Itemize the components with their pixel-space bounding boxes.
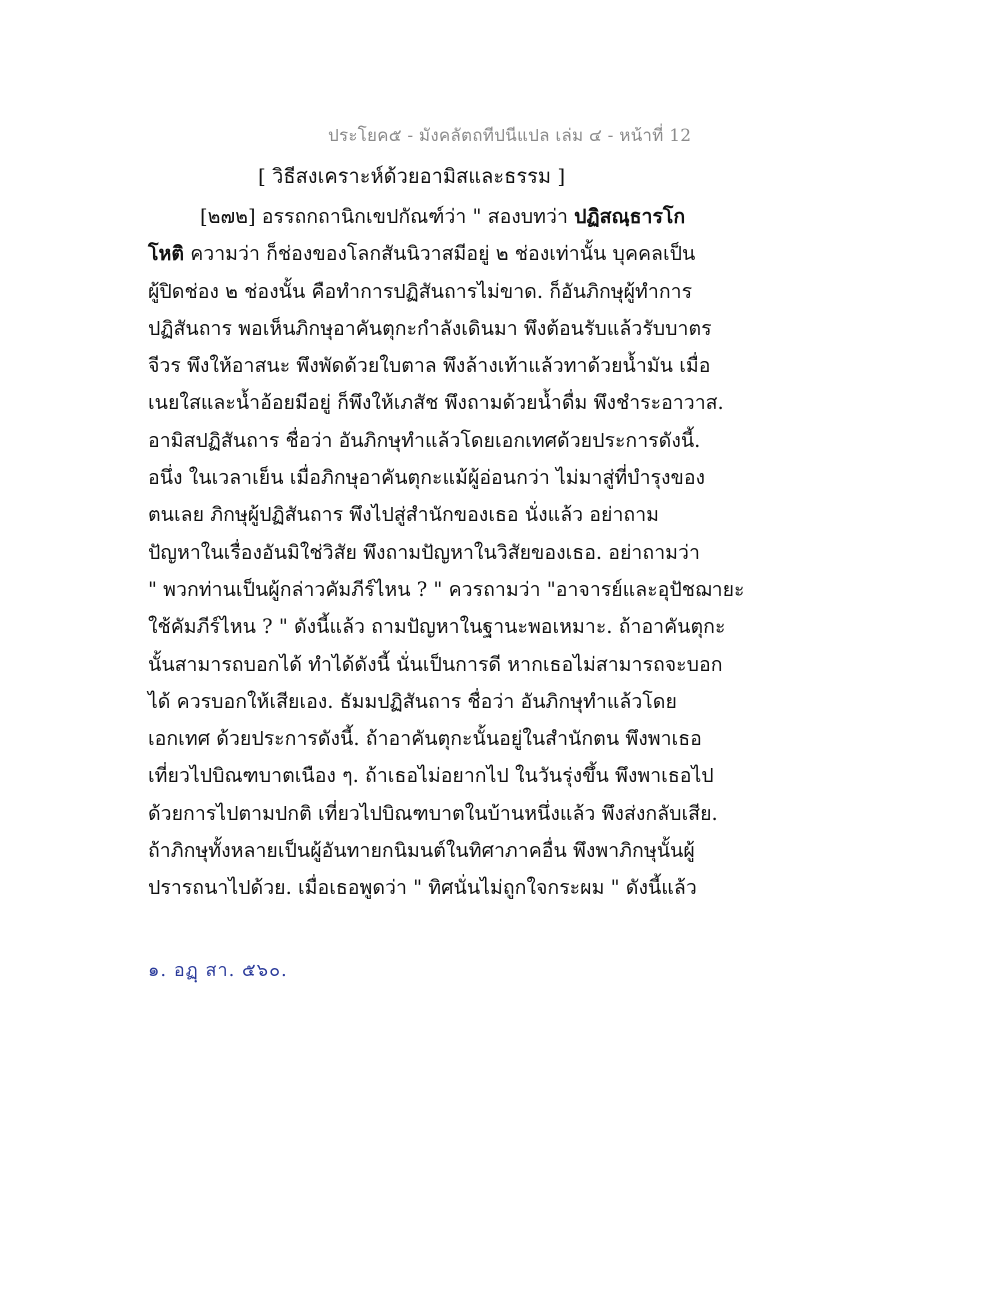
text-run: ความว่า ก็ช่องของโลกสันนิวาสมีอยู่ ๒ ช่องเท่านั้น บุคคลเป็น [184, 242, 696, 266]
running-header: ประโยค๕ - มังคลัตถทีปนีแปล เล่ม ๔ - หน้าที่ 12 [328, 126, 692, 146]
text-line: เอกเทศ ด้วยประการดังนี้. ถ้าอาคันตุกะนั้นอยู่ในสำนักตน พึงพาเธอ [148, 727, 702, 751]
text-line [148, 198, 728, 235]
body-text [148, 198, 745, 907]
text-line: ได้ ควรบอกให้เสียเอง. ธัมมปฏิสันถาร ชื่อว่า อันภิกษุทำแล้วโดย [148, 689, 677, 713]
text-line: นั้นสามารถบอกได้ ทำได้ดังนี้ นั่นเป็นการดี หากเธอไม่สามารถจะบอก [148, 652, 723, 676]
text-line: " พวกท่านเป็นผู้กล่าวคัมภีร์ไหน ? " ควรถามว่า "อาจารย์และอุปัชฌายะ [148, 577, 745, 601]
text-line: ถ้าภิกษุทั้งหลายเป็นผู้อันทายกนิมนต์ในทิศาภาคอื่น พึงพาภิกษุนั้นผู้ [148, 839, 695, 863]
text-line [148, 235, 728, 272]
text-line: ปัญหาในเรื่องอันมิใช่วิสัย พึงถามปัญหาในวิสัยของเธอ. อย่าถามว่า [148, 540, 700, 564]
bold-term: ปฏิสณฺธารโก [574, 205, 686, 228]
bold-term: โหติ [148, 242, 184, 266]
text-line: ด้วยการไปตามปกติ เที่ยวไปบิณฑบาตในบ้านหนึ่งแล้ว พึงส่งกลับเสีย. [148, 801, 718, 825]
text-line: เที่ยวไปบิณฑบาตเนือง ๆ. ถ้าเธอไม่อยากไป ในวันรุ่งขึ้น พึงพาเธอไป [148, 764, 714, 788]
text-line: ปฏิสันถาร พอเห็นภิกษุอาคันตุกะกำลังเดินมา พึงต้อนรับแล้วรับบาตร [148, 316, 712, 340]
footnote: ๑. อฏฺ สา. ๕๖๐. [148, 960, 288, 981]
text-line: ใช้คัมภีร์ไหน ? " ดังนี้แล้ว ถามปัญหาในฐานะพอเหมาะ. ถ้าอาคันตุกะ [148, 615, 726, 639]
text-line: อนึ่ง ในเวลาเย็น เมื่อภิกษุอาคันตุกะแม้ผู้อ่อนกว่า ไม่มาสู่ที่บำรุงของ [148, 466, 706, 490]
text-line: ปรารถนาไปด้วย. เมื่อเธอพูดว่า " ทิศนั่นไม่ถูกใจกระผม " ดังนี้แล้ว [148, 876, 697, 900]
text-line: อามิสปฏิสันถาร ชื่อว่า อันภิกษุทำแล้วโดยเอกเทศด้วยประการดังนี้. [148, 428, 701, 452]
text-line: ผู้ปิดช่อง ๒ ช่องนั้น คือทำการปฏิสันถารไม่ขาด. ก็อันภิกษุผู้ทำการ [148, 279, 693, 303]
text-line: จีวร พึงให้อาสนะ พึงพัดด้วยใบตาล พึงล้างเท้าแล้วทาด้วยน้ำมัน เมื่อ [148, 354, 711, 378]
text-line: เนยใสและน้ำอ้อยมีอยู่ ก็พึงให้เภสัช พึงถามด้วยน้ำดื่ม พึงชำระอาวาส. [148, 391, 724, 415]
section-title: [ วิธีสงเคราะห์ด้วยอามิสและธรรม ] [258, 164, 566, 188]
text-run: [๒๗๒] อรรถกถานิกเขปกัณฑ์ว่า " สองบทว่า [200, 205, 575, 228]
text-line: ตนเลย ภิกษุผู้ปฏิสันถาร พึงไปสู่สำนักของเธอ นั่งแล้ว อย่าถาม [148, 503, 660, 527]
